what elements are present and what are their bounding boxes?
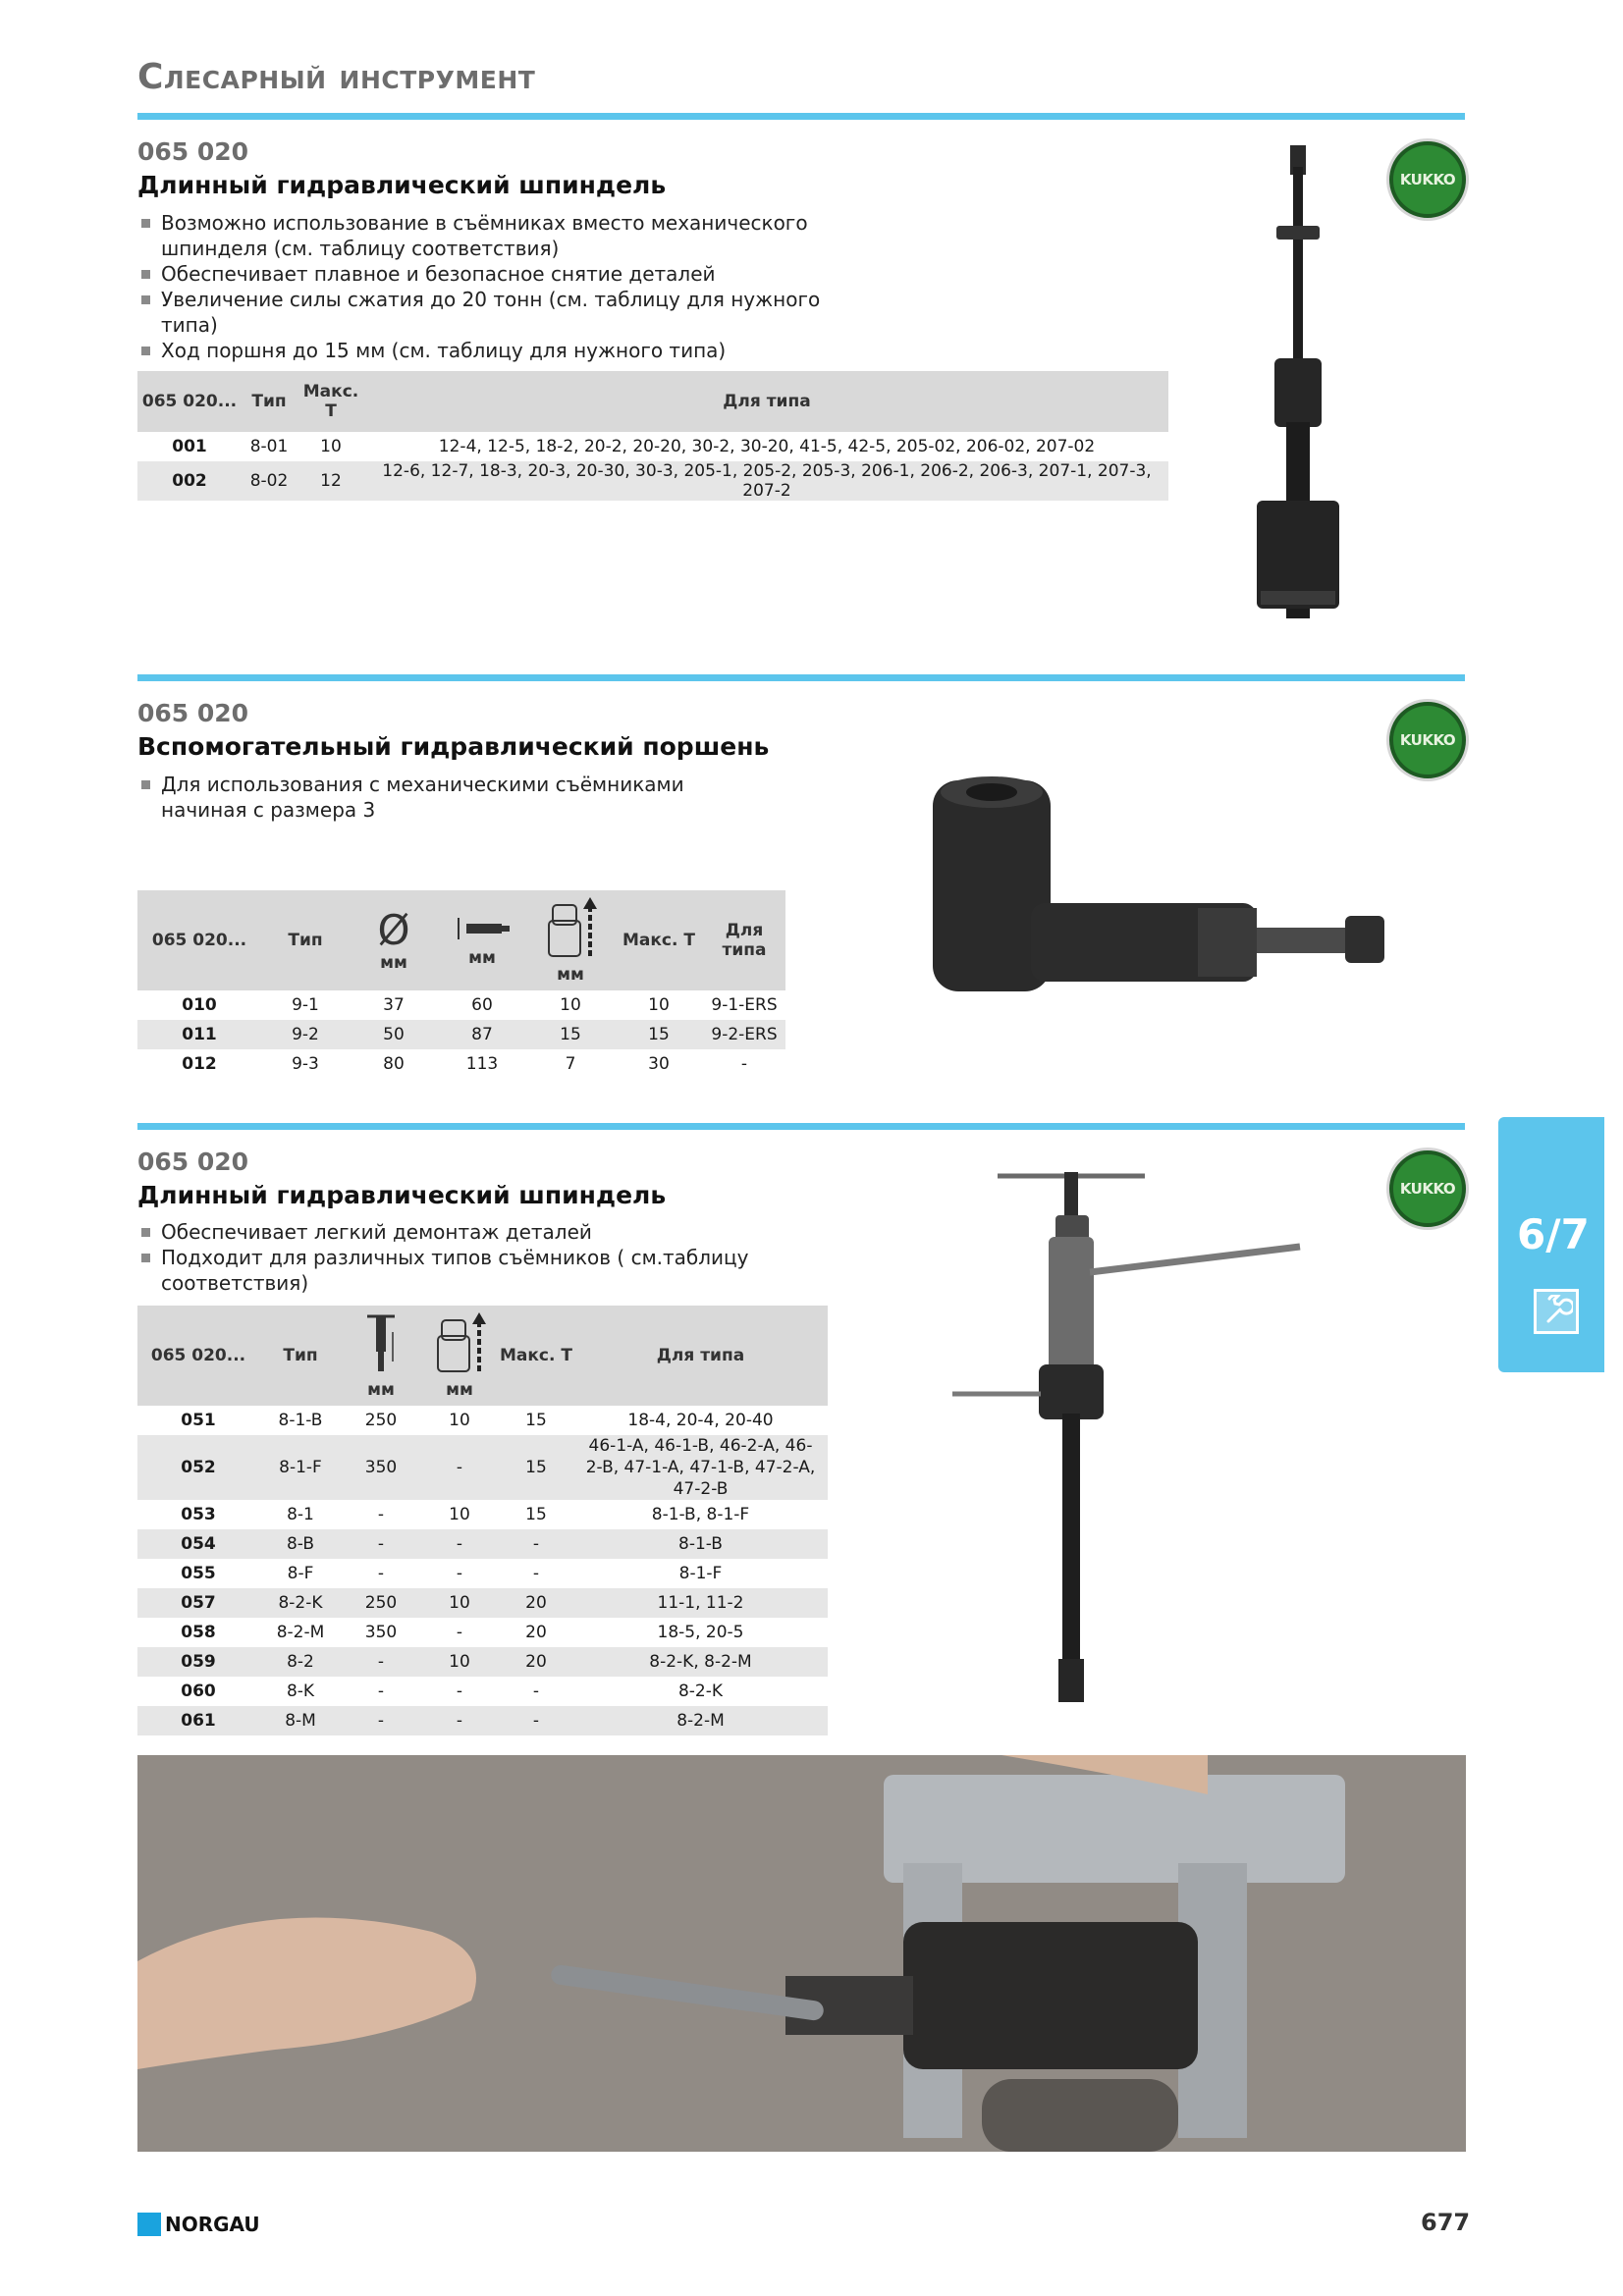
section2-bullets (137, 772, 766, 823)
norgau-logo-icon (137, 2213, 161, 2236)
section1-code: 065 020 (137, 137, 249, 166)
table-row: 051 8-1-B 250 10 15 18-4, 20-4, 20-40 (181, 1411, 774, 1430)
table-row: 055 8-F - - - 8-1-F (181, 1564, 723, 1583)
col-header: Макс. Т (297, 371, 365, 432)
hydraulic-spindle-image (1247, 137, 1365, 618)
list-item: Для использования с механическими съёмниками начиная с размера 3 (137, 772, 766, 823)
col-header: Тип (242, 371, 297, 432)
section2-title: Вспомогательный гидравлический поршень (137, 732, 770, 761)
section2-code: 065 020 (137, 699, 249, 727)
table-row: 059 8-2 - 10 20 8-2-K, 8-2-M (137, 1647, 828, 1677)
table-row: 052 8-1-F 350 - 15 46-1-A, 46-1-B, 46-2-A, 46-2-B, 47-1-A, 47-1-B, 47-2-A, 47-2-B (137, 1435, 828, 1500)
col-header: Тип (259, 1306, 342, 1406)
table-row: 061 8-M - - - 8-2-M (137, 1706, 828, 1735)
table-row: 057 8-2-K 250 10 20 11-1, 11-2 (137, 1588, 828, 1618)
table-row: 011 9-2 50 87 15 15 9-2-ERS (137, 1020, 785, 1049)
piston-stroke-icon (541, 897, 600, 960)
section2-rule (137, 674, 1465, 681)
header-rule (137, 113, 1465, 120)
col-header: 065 020... (137, 371, 242, 432)
col-header: Тип (261, 890, 350, 990)
table-row: 012 9-3 80 113 7 30 - (182, 1054, 748, 1074)
col-header: 065 020... (137, 1306, 259, 1406)
footer-brand: NORGAU (165, 2213, 260, 2236)
list-item: Возможно использование в съёмниках вместо механического шпинделя (см. таблицу соответствия) (137, 210, 844, 261)
col-header: Макс. Т (499, 1306, 573, 1406)
col-header-length: мм (342, 1306, 420, 1406)
piston-stroke-icon (430, 1312, 489, 1375)
kukko-logo-icon: KUKKO (1389, 1150, 1466, 1227)
kukko-logo-icon: KUKKO (1389, 702, 1466, 778)
col-header: Для типа (573, 1306, 828, 1406)
kukko-logo-icon: KUKKO (1389, 141, 1466, 218)
chapter-tab-label: 6/7 (1517, 1210, 1590, 1258)
piston-length-icon (453, 914, 512, 943)
section1-title: Длинный гидравлический шпиндель (137, 171, 667, 199)
col-header: Для типа (365, 371, 1168, 432)
table-row: 001 8-01 10 12-4, 12-5, 18-2, 20-2, 20-20, 30-2, 30-20, 41-5, 42-5, 205-02, 206-02, 207-02 (172, 437, 1096, 456)
list-item: Обеспечивает плавное и безопасное снятие деталей (137, 261, 844, 287)
list-item: Обеспечивает легкий демонтаж деталей (137, 1219, 884, 1245)
hydraulic-piston-image (923, 771, 1434, 1006)
list-item: Подходит для различных типов съёмников ( см.таблицу соответствия) (137, 1245, 884, 1296)
list-item: Увеличение силы сжатия до 20 тонн (см. таблицу для нужного типа) (137, 287, 844, 338)
col-header: Макс. Т (615, 890, 703, 990)
list-item: Ход поршня до 15 мм (см. таблицу для нужного типа) (137, 338, 844, 363)
page-title: Слесарный инструмент (137, 57, 536, 97)
spindle-length-icon (361, 1312, 401, 1375)
col-header: 065 020... (137, 890, 261, 990)
wrench-icon (1534, 1289, 1579, 1334)
table-row: 058 8-2-M 350 - 20 18-5, 20-5 (181, 1623, 744, 1642)
section3-bullets (137, 1219, 884, 1296)
table-row: 002 8-02 12 12-6, 12-7, 18-3, 20-3, 20-30, 30-3, 205-1, 205-2, 205-3, 206-1, 206-2, 206-3, 207-1, 207-3, 207-2 (137, 461, 1168, 501)
section3-code: 065 020 (137, 1148, 249, 1176)
col-header-diameter: Ø мм (350, 890, 438, 990)
page-number: 677 (1421, 2209, 1471, 2236)
col-header-stroke: мм (526, 890, 615, 990)
section3-title: Длинный гидравлический шпиндель (137, 1181, 667, 1209)
col-header: Для типа (703, 890, 785, 990)
puller-in-use-image (137, 1755, 1466, 2152)
col-header-length: мм (438, 890, 526, 990)
section2-table (137, 890, 785, 1079)
section1-table (137, 371, 1168, 501)
table-row: 060 8-K - - - 8-2-K (181, 1682, 724, 1701)
col-header-stroke: мм (420, 1306, 499, 1406)
section1-bullets (137, 210, 844, 363)
table-row: 054 8-B - - - 8-1-B (137, 1529, 828, 1559)
hydraulic-spindle-tbar-image (933, 1168, 1306, 1708)
section3-rule (137, 1123, 1465, 1130)
section3-table (137, 1306, 828, 1735)
usage-photo (137, 1755, 1466, 2152)
table-row: 053 8-1 - 10 15 8-1-B, 8-1-F (181, 1505, 750, 1524)
table-row: 010 9-1 37 60 10 10 9-1-ERS (182, 995, 778, 1015)
diameter-icon: Ø (377, 906, 410, 954)
